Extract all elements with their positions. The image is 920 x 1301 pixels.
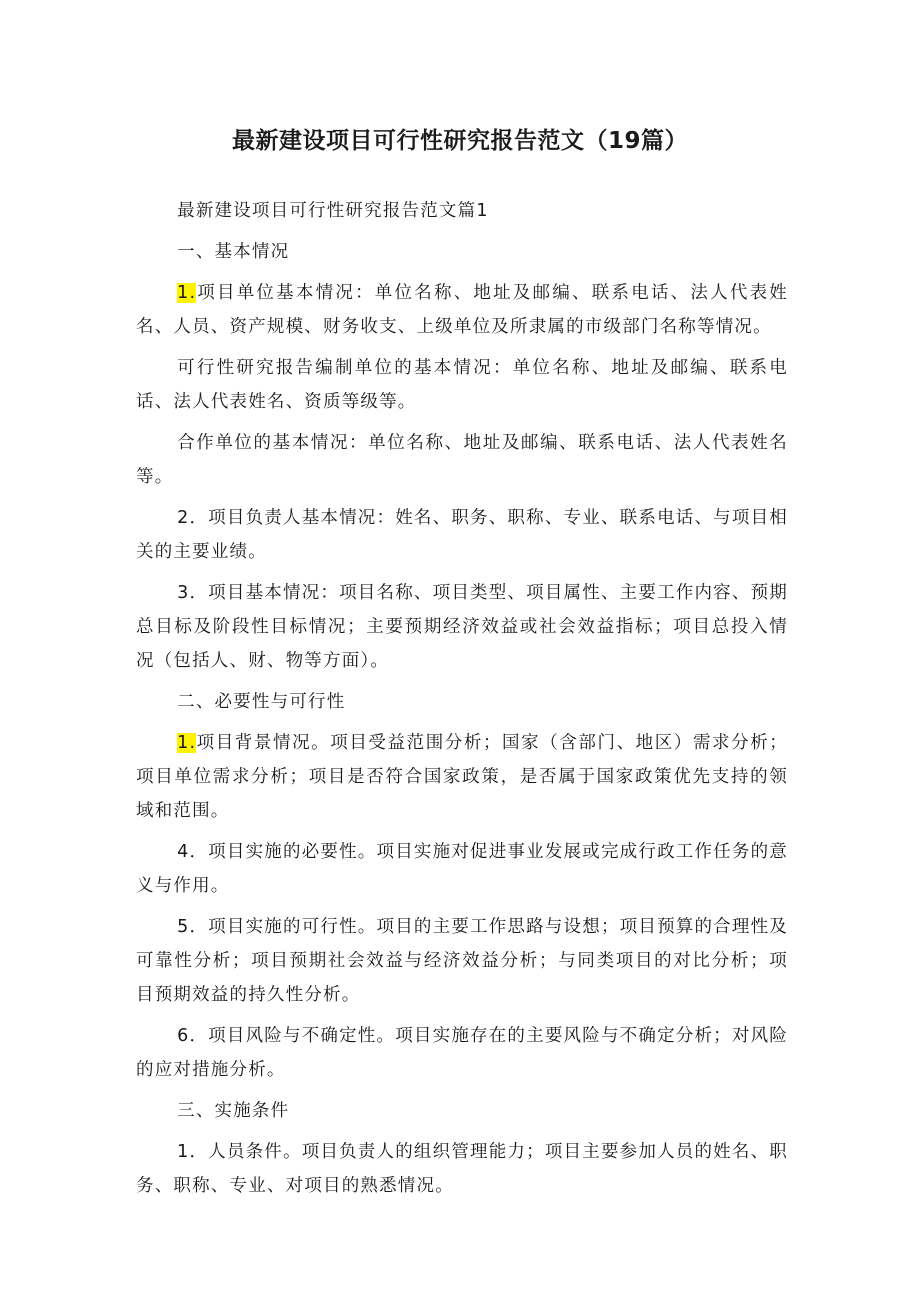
section-heading — [136, 194, 788, 228]
paragraph-text: 3．项目基本情况：项目名称、项目类型、项目属性、主要工作内容、预期总目标及阶段性目标情况；主要预期经济效益或社会效益指标；项目总投入情况（包括人、财、物等方面）。 — [136, 583, 788, 671]
paragraph-text: 2．项目负责人基本情况：姓名、职务、职称、专业、联系电话、与项目相关的主要业绩。 — [136, 508, 788, 562]
paragraph-text: 项目背景情况。项目受益范围分析；国家（含部门、地区）需求分析；项目单位需求分析；项目是否符合国家政策，是否属于国家政策优先支持的领域和范围。 — [136, 733, 788, 821]
paragraph-text: 可行性研究报告编制单位的基本情况：单位名称、地址及邮编、联系电话、法人代表姓名、资质等级等。 — [136, 358, 788, 412]
highlighted-list-marker: 1. — [177, 733, 197, 753]
paragraph — [136, 726, 788, 828]
paragraph-text: 最新建设项目可行性研究报告范文篇1 — [177, 201, 489, 221]
paragraph-text: 1．人员条件。项目负责人的组织管理能力；项目主要参加人员的姓名、职务、职称、专业、对项目的熟悉情况。 — [136, 1142, 788, 1196]
paragraph — [136, 276, 788, 344]
highlighted-list-marker: 1. — [177, 283, 197, 303]
paragraph — [136, 910, 788, 1012]
paragraph-text: 一、基本情况 — [177, 242, 290, 262]
paragraph-text: 合作单位的基本情况：单位名称、地址及邮编、联系电话、法人代表姓名等。 — [136, 433, 788, 487]
paragraph-text: 5．项目实施的可行性。项目的主要工作思路与设想；项目预算的合理性及可靠性分析；项目预期社会效益与经济效益分析；与同类项目的对比分析；项目预期效益的持久性分析。 — [136, 917, 788, 1005]
document-title: 最新建设项目可行性研究报告范文（19篇） — [231, 128, 688, 154]
chapter-heading — [136, 235, 788, 269]
paragraph — [136, 351, 788, 419]
paragraph — [136, 835, 788, 903]
paragraph-text: 二、必要性与可行性 — [177, 692, 346, 712]
paragraph-text: 4．项目实施的必要性。项目实施对促进事业发展或完成行政工作任务的意义与作用。 — [136, 842, 788, 896]
paragraph-text: 6．项目风险与不确定性。项目实施存在的主要风险与不确定分析；对风险的应对措施分析。 — [136, 1026, 788, 1080]
document-body — [136, 194, 788, 1210]
paragraph — [136, 1135, 788, 1203]
chapter-heading — [136, 685, 788, 719]
paragraph — [136, 501, 788, 569]
paragraph-text: 三、实施条件 — [177, 1101, 290, 1121]
paragraph — [136, 1019, 788, 1087]
paragraph-text: 项目单位基本情况：单位名称、地址及邮编、联系电话、法人代表姓名、人员、资产规模、财务收支、上级单位及所隶属的市级部门名称等情况。 — [136, 283, 788, 337]
chapter-heading — [136, 1094, 788, 1128]
paragraph — [136, 576, 788, 678]
paragraph — [136, 426, 788, 494]
